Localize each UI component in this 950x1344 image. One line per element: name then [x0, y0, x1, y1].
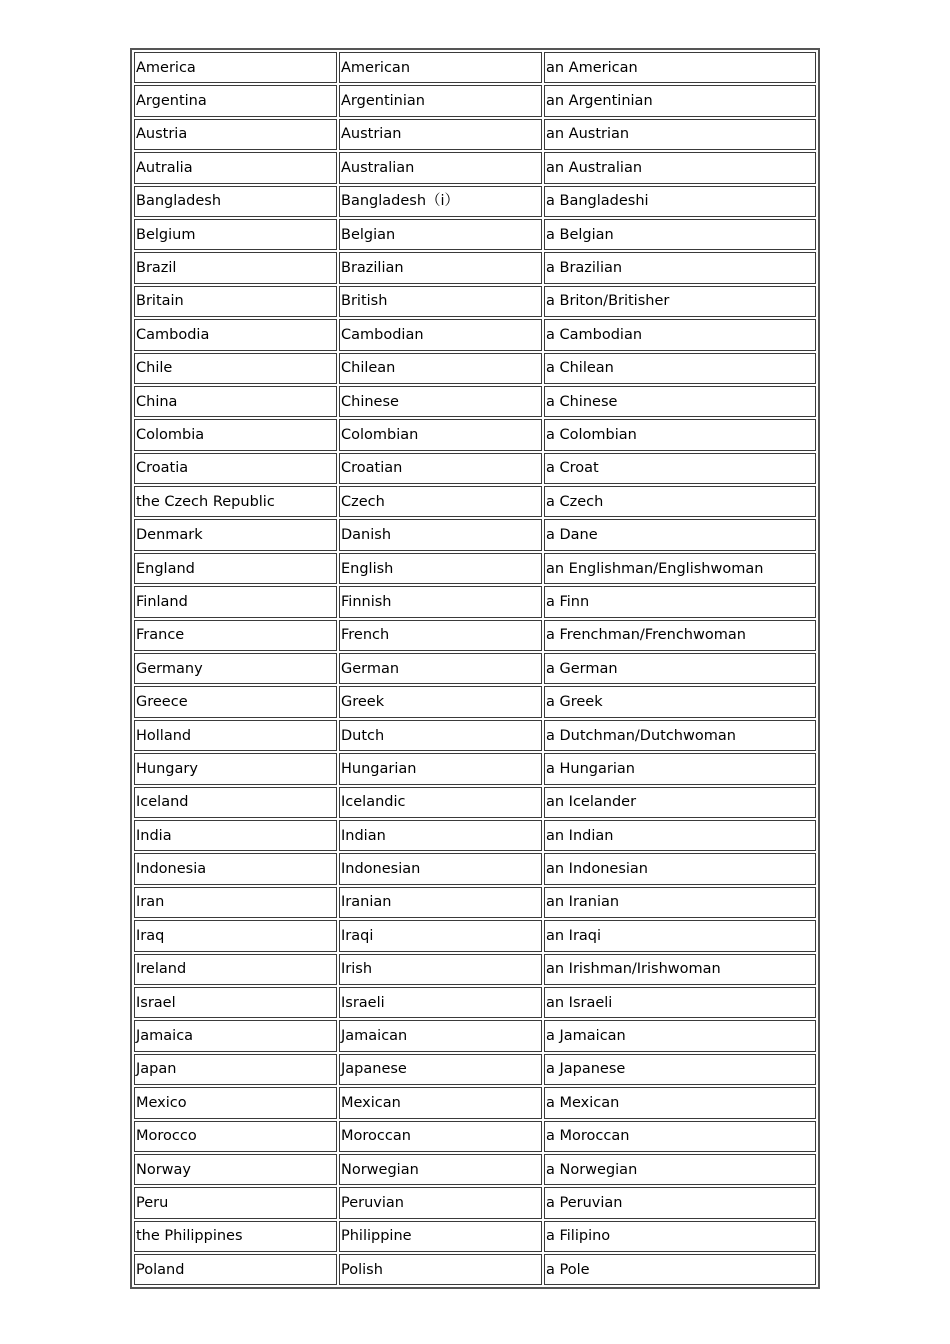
- table-row: [134, 720, 816, 751]
- adjective-cell: Indian: [339, 820, 542, 851]
- table-row: [134, 119, 816, 150]
- person-cell: an Indian: [544, 820, 816, 851]
- country-cell: China: [134, 386, 337, 417]
- table-row: [134, 85, 816, 116]
- adjective-cell: Mexican: [339, 1087, 542, 1118]
- person-cell: a Norwegian: [544, 1154, 816, 1185]
- country-cell: Iran: [134, 887, 337, 918]
- adjective-cell: Hungarian: [339, 753, 542, 784]
- adjective-cell: English: [339, 553, 542, 584]
- table-row: [134, 753, 816, 784]
- person-cell: a Pole: [544, 1254, 816, 1285]
- adjective-cell: Iranian: [339, 887, 542, 918]
- country-cell: Bangladesh: [134, 186, 337, 217]
- adjective-cell: Chilean: [339, 353, 542, 384]
- person-cell: a Chinese: [544, 386, 816, 417]
- country-cell: Iceland: [134, 787, 337, 818]
- person-cell: a Brazilian: [544, 252, 816, 283]
- person-cell: a Japanese: [544, 1054, 816, 1085]
- person-cell: an Argentinian: [544, 85, 816, 116]
- table-row: [134, 453, 816, 484]
- adjective-cell: Greek: [339, 686, 542, 717]
- person-cell: an Iranian: [544, 887, 816, 918]
- person-cell: a Croat: [544, 453, 816, 484]
- country-cell: Croatia: [134, 453, 337, 484]
- adjective-cell: Colombian: [339, 419, 542, 450]
- person-cell: a Mexican: [544, 1087, 816, 1118]
- country-cell: Norway: [134, 1154, 337, 1185]
- table-row: [134, 419, 816, 450]
- person-cell: an Iraqi: [544, 920, 816, 951]
- country-cell: Morocco: [134, 1121, 337, 1152]
- adjective-cell: Czech: [339, 486, 542, 517]
- adjective-cell: Australian: [339, 152, 542, 183]
- person-cell: a Colombian: [544, 419, 816, 450]
- person-cell: an Irishman/Irishwoman: [544, 954, 816, 985]
- country-cell: France: [134, 620, 337, 651]
- table-row: [134, 386, 816, 417]
- country-cell: Japan: [134, 1054, 337, 1085]
- table-row: [134, 787, 816, 818]
- adjective-cell: Bangladesh（i）: [339, 186, 542, 217]
- country-cell: Brazil: [134, 252, 337, 283]
- table-row: [134, 887, 816, 918]
- adjective-cell: Chinese: [339, 386, 542, 417]
- table-row: [134, 52, 816, 83]
- person-cell: a Jamaican: [544, 1020, 816, 1051]
- country-cell: Ireland: [134, 954, 337, 985]
- table-row: [134, 686, 816, 717]
- table-row: [134, 820, 816, 851]
- adjective-cell: Norwegian: [339, 1154, 542, 1185]
- table-row: [134, 553, 816, 584]
- table-row: [134, 853, 816, 884]
- adjective-cell: Brazilian: [339, 252, 542, 283]
- person-cell: a Greek: [544, 686, 816, 717]
- country-cell: Chile: [134, 353, 337, 384]
- adjective-cell: French: [339, 620, 542, 651]
- table-row: [134, 1221, 816, 1252]
- adjective-cell: Jamaican: [339, 1020, 542, 1051]
- adjective-cell: Belgian: [339, 219, 542, 250]
- person-cell: a Briton/Britisher: [544, 286, 816, 317]
- adjective-cell: Polish: [339, 1254, 542, 1285]
- adjective-cell: Japanese: [339, 1054, 542, 1085]
- table-row: [134, 586, 816, 617]
- person-cell: a Frenchman/Frenchwoman: [544, 620, 816, 651]
- table-row: [134, 1087, 816, 1118]
- adjective-cell: Peruvian: [339, 1187, 542, 1218]
- table-row: [134, 1121, 816, 1152]
- country-cell: the Czech Republic: [134, 486, 337, 517]
- country-cell: Britain: [134, 286, 337, 317]
- nationality-table: [130, 48, 820, 1289]
- table-row: [134, 620, 816, 651]
- person-cell: an Englishman/Englishwoman: [544, 553, 816, 584]
- adjective-cell: Irish: [339, 954, 542, 985]
- table-row: [134, 920, 816, 951]
- country-cell: Denmark: [134, 519, 337, 550]
- person-cell: an Indonesian: [544, 853, 816, 884]
- person-cell: a Finn: [544, 586, 816, 617]
- country-cell: Mexico: [134, 1087, 337, 1118]
- adjective-cell: German: [339, 653, 542, 684]
- table-row: [134, 252, 816, 283]
- adjective-cell: American: [339, 52, 542, 83]
- person-cell: a Peruvian: [544, 1187, 816, 1218]
- table-row: [134, 1187, 816, 1218]
- adjective-cell: Croatian: [339, 453, 542, 484]
- table-row: [134, 987, 816, 1018]
- country-cell: Germany: [134, 653, 337, 684]
- person-cell: a Dutchman/Dutchwoman: [544, 720, 816, 751]
- country-cell: Israel: [134, 987, 337, 1018]
- adjective-cell: Finnish: [339, 586, 542, 617]
- country-cell: Peru: [134, 1187, 337, 1218]
- person-cell: an Austrian: [544, 119, 816, 150]
- table-row: [134, 1254, 816, 1285]
- table-row: [134, 186, 816, 217]
- table-row: [134, 653, 816, 684]
- person-cell: a Cambodian: [544, 319, 816, 350]
- adjective-cell: Moroccan: [339, 1121, 542, 1152]
- person-cell: an Israeli: [544, 987, 816, 1018]
- table-row: [134, 954, 816, 985]
- country-cell: Finland: [134, 586, 337, 617]
- adjective-cell: Iraqi: [339, 920, 542, 951]
- person-cell: an Australian: [544, 152, 816, 183]
- table-row: [134, 152, 816, 183]
- table-row: [134, 219, 816, 250]
- table-row: [134, 1154, 816, 1185]
- table-row: [134, 1020, 816, 1051]
- adjective-cell: Israeli: [339, 987, 542, 1018]
- table-row: [134, 519, 816, 550]
- adjective-cell: Dutch: [339, 720, 542, 751]
- table-body: [134, 52, 816, 1285]
- country-cell: India: [134, 820, 337, 851]
- person-cell: a Hungarian: [544, 753, 816, 784]
- country-cell: Greece: [134, 686, 337, 717]
- person-cell: a German: [544, 653, 816, 684]
- adjective-cell: Cambodian: [339, 319, 542, 350]
- country-cell: Belgium: [134, 219, 337, 250]
- country-cell: Iraq: [134, 920, 337, 951]
- country-cell: Holland: [134, 720, 337, 751]
- table-row: [134, 319, 816, 350]
- country-cell: England: [134, 553, 337, 584]
- person-cell: a Filipino: [544, 1221, 816, 1252]
- adjective-cell: Philippine: [339, 1221, 542, 1252]
- country-cell: America: [134, 52, 337, 83]
- person-cell: a Moroccan: [544, 1121, 816, 1152]
- country-cell: Argentina: [134, 85, 337, 116]
- country-cell: Austria: [134, 119, 337, 150]
- country-cell: Cambodia: [134, 319, 337, 350]
- table-row: [134, 486, 816, 517]
- person-cell: a Chilean: [544, 353, 816, 384]
- adjective-cell: Austrian: [339, 119, 542, 150]
- table-row: [134, 353, 816, 384]
- person-cell: a Belgian: [544, 219, 816, 250]
- country-cell: Poland: [134, 1254, 337, 1285]
- country-cell: Indonesia: [134, 853, 337, 884]
- person-cell: an Icelander: [544, 787, 816, 818]
- adjective-cell: British: [339, 286, 542, 317]
- country-cell: Hungary: [134, 753, 337, 784]
- person-cell: a Czech: [544, 486, 816, 517]
- country-cell: Jamaica: [134, 1020, 337, 1051]
- person-cell: an American: [544, 52, 816, 83]
- country-cell: Autralia: [134, 152, 337, 183]
- adjective-cell: Icelandic: [339, 787, 542, 818]
- adjective-cell: Indonesian: [339, 853, 542, 884]
- person-cell: a Dane: [544, 519, 816, 550]
- table-row: [134, 1054, 816, 1085]
- adjective-cell: Danish: [339, 519, 542, 550]
- country-cell: the Philippines: [134, 1221, 337, 1252]
- table-row: [134, 286, 816, 317]
- country-cell: Colombia: [134, 419, 337, 450]
- adjective-cell: Argentinian: [339, 85, 542, 116]
- person-cell: a Bangladeshi: [544, 186, 816, 217]
